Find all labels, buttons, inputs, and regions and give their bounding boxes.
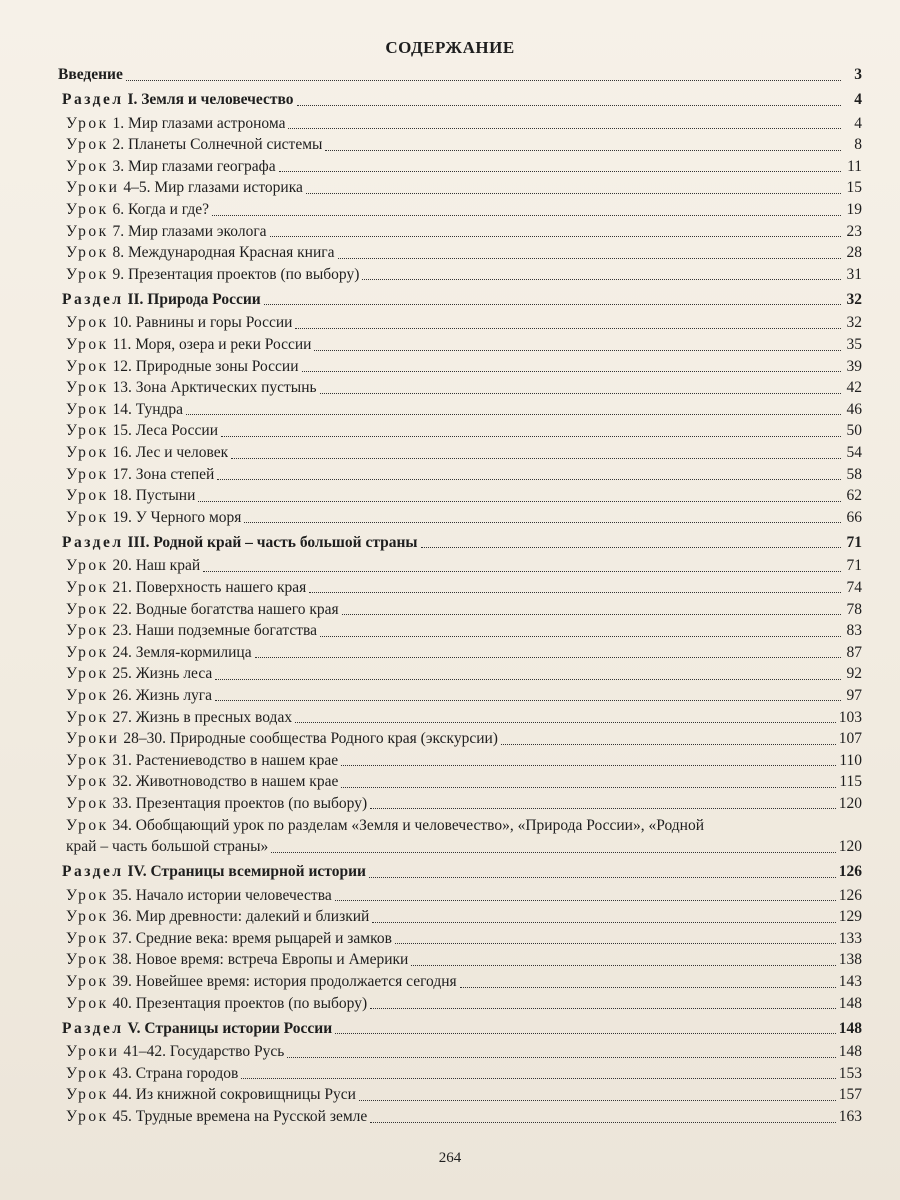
toc-lesson-label	[58, 243, 335, 264]
lesson-prefix: Урок	[66, 665, 109, 683]
lesson-title: 15. Леса России	[112, 422, 218, 440]
toc-lesson-page: 42	[846, 379, 862, 397]
toc-lesson	[58, 356, 862, 378]
toc-lesson	[58, 420, 862, 442]
lesson-title: 31. Растениеводство в нашем крае	[112, 751, 339, 769]
toc-lesson	[58, 377, 862, 399]
toc-lesson-label	[58, 907, 369, 928]
toc-section-page: 71	[846, 533, 862, 551]
toc-lesson-label	[58, 772, 338, 793]
lesson-prefix: Урок	[66, 222, 109, 240]
toc-lesson-page: 35	[846, 336, 862, 354]
toc-section-label	[58, 90, 294, 111]
lesson-title: 22. Водные богатства нашего края	[112, 600, 339, 618]
lesson-title: 27. Жизнь в пресных водах	[112, 708, 293, 726]
toc-lesson	[58, 177, 862, 199]
toc-lesson-label	[58, 378, 317, 399]
toc-section	[58, 289, 862, 310]
toc-lesson	[58, 750, 862, 772]
toc-lesson-page: 32	[846, 314, 862, 332]
toc-lesson-page: 54	[846, 444, 862, 461]
dot-leader	[362, 279, 841, 280]
toc-lesson-page: 143	[838, 973, 862, 991]
dot-leader	[215, 700, 841, 701]
lesson-prefix: Урок	[66, 686, 109, 704]
toc-lesson	[58, 507, 862, 529]
toc-lesson-label	[58, 751, 338, 772]
dot-leader	[288, 128, 841, 129]
toc-lesson-page: 115	[839, 773, 862, 791]
toc-lesson-page: 148	[838, 1043, 862, 1061]
section-name: V. Страницы истории России	[127, 1019, 333, 1037]
dot-leader	[359, 1100, 836, 1101]
toc-lesson-page: 138	[838, 951, 862, 969]
lesson-title: 14. Тундра	[112, 400, 184, 418]
section-prefix: Раздел	[62, 1019, 124, 1037]
toc-lesson-label	[58, 114, 285, 135]
dot-leader	[342, 614, 841, 615]
lesson-title: 9. Презентация проектов (по выбору)	[112, 265, 360, 283]
toc-lesson-label	[58, 200, 209, 221]
lesson-title: 43. Страна городов	[112, 1064, 239, 1082]
toc-lesson-page: 62	[846, 487, 862, 505]
toc-lesson-label	[58, 1107, 367, 1128]
lesson-title: 8. Международная Красная книга	[112, 244, 335, 262]
toc-lesson-page: 50	[846, 422, 862, 440]
dot-leader	[198, 501, 841, 502]
lesson-prefix: Урок	[66, 622, 109, 640]
dot-leader	[421, 547, 841, 548]
dot-leader	[203, 571, 841, 572]
lesson-title: 16. Лес и человек	[112, 444, 229, 461]
lesson-prefix: Урок	[66, 136, 109, 154]
toc-lesson-label	[58, 578, 306, 599]
dot-leader	[338, 258, 841, 259]
lesson-title: 28–30. Природные сообщества Родного края (экскурсии)	[123, 730, 498, 748]
table-of-contents	[58, 64, 862, 1128]
toc-lesson-label	[58, 157, 276, 178]
toc-lesson-label	[58, 950, 408, 971]
toc-lesson-page: 157	[838, 1086, 862, 1104]
lesson-title: 10. Равнины и горы России	[112, 314, 293, 332]
toc-lesson-page: 92	[846, 665, 862, 683]
toc-lesson-continued-page: 120	[838, 838, 862, 856]
toc-lesson-label	[58, 222, 267, 243]
toc-lesson	[58, 485, 862, 507]
page-title: СОДЕРЖАНИЕ	[385, 38, 515, 57]
section-prefix: Раздел	[62, 290, 124, 308]
dot-leader	[217, 479, 841, 480]
toc-section-label	[58, 533, 418, 554]
lesson-prefix: Урок	[66, 908, 109, 926]
toc-lesson-continued-label	[58, 837, 268, 858]
dot-leader	[320, 636, 841, 637]
dot-leader	[215, 679, 841, 680]
toc-intro	[58, 64, 862, 86]
lesson-prefix: Урок	[66, 1108, 109, 1126]
toc-section	[58, 532, 862, 553]
toc-lesson-label	[58, 794, 367, 815]
toc-lesson-page: 83	[846, 622, 862, 640]
toc-lesson-page: 39	[846, 357, 862, 375]
toc-lesson	[58, 399, 862, 421]
page-number: 264	[438, 1150, 462, 1166]
dot-leader	[395, 943, 836, 944]
toc-intro-label	[58, 65, 123, 86]
toc-lesson-page: 19	[846, 201, 862, 219]
section-prefix: Раздел	[62, 91, 124, 109]
dot-leader	[302, 371, 841, 372]
toc-lesson-page: 8	[854, 136, 862, 154]
lesson-title: 40. Презентация проектов (по выбору)	[112, 994, 368, 1012]
dot-leader	[309, 592, 841, 593]
toc-lesson-label	[58, 135, 322, 156]
toc-lesson-label	[58, 313, 292, 334]
toc-lesson-label	[58, 443, 228, 464]
toc-lesson-label	[58, 816, 704, 837]
toc-lesson	[58, 993, 862, 1015]
toc-lesson-label	[58, 929, 392, 950]
dot-leader	[369, 877, 836, 878]
dot-leader	[372, 922, 835, 923]
lesson-prefix: Уроки	[66, 179, 120, 197]
dot-leader	[264, 304, 841, 305]
lesson-prefix: Урок	[66, 379, 109, 397]
lesson-prefix: Урок	[66, 578, 109, 596]
dot-leader	[297, 105, 842, 106]
toc-lesson-page: 66	[846, 508, 862, 526]
lesson-prefix: Урок	[66, 600, 109, 618]
lesson-title: 17. Зона степей	[112, 465, 215, 483]
toc-lesson	[58, 442, 862, 464]
dot-leader	[341, 787, 836, 788]
toc-lesson-page: 31	[846, 265, 862, 283]
lesson-prefix: Уроки	[66, 730, 120, 748]
lesson-prefix: Урок	[66, 643, 109, 661]
lesson-title: 2. Планеты Солнечной системы	[112, 136, 323, 154]
toc-section	[58, 862, 862, 883]
toc-lesson	[58, 464, 862, 486]
lesson-prefix: Урок	[66, 929, 109, 947]
dot-leader	[270, 236, 841, 237]
lesson-prefix: Урок	[66, 244, 109, 262]
toc-lesson	[58, 971, 862, 993]
lesson-title: 18. Пустыни	[112, 487, 196, 505]
toc-lesson-label	[58, 178, 303, 199]
lesson-prefix: Урок	[66, 973, 109, 991]
lesson-title: 19. У Черного моря	[112, 508, 242, 526]
toc-lesson-page: 107	[838, 730, 862, 748]
dot-leader	[325, 150, 841, 151]
lesson-title: 38. Новое время: встреча Европы и Америки	[112, 951, 409, 969]
lesson-title: 12. Природные зоны России	[112, 357, 299, 375]
lesson-prefix: Урок	[66, 708, 109, 726]
lesson-title: 25. Жизнь леса	[112, 665, 213, 683]
toc-lesson-label	[58, 357, 299, 378]
dot-leader	[341, 765, 836, 766]
toc-lesson-label	[58, 686, 212, 707]
toc-section-page: 4	[854, 91, 862, 109]
lesson-title: 13. Зона Арктических пустынь	[112, 379, 317, 397]
toc-lesson	[58, 242, 862, 264]
toc-lesson-label	[58, 600, 339, 621]
lesson-title: 6. Когда и где?	[112, 201, 209, 219]
toc-lesson-label	[58, 1085, 356, 1106]
toc-lesson	[58, 134, 862, 156]
lesson-prefix: Урок	[66, 487, 109, 505]
lesson-prefix: Урок	[66, 465, 109, 483]
section-prefix: Раздел	[62, 533, 124, 551]
toc-lesson-page: 78	[846, 600, 862, 618]
lesson-title: 7. Мир глазами эколога	[112, 222, 267, 240]
toc-lesson-page: 23	[846, 222, 862, 240]
toc-intro-page: 3	[854, 66, 862, 84]
lesson-title: 26. Жизнь луга	[112, 686, 213, 704]
dot-leader	[279, 171, 841, 172]
toc-lesson	[58, 814, 862, 836]
toc-lesson-label	[58, 1042, 284, 1063]
lesson-title: 20. Наш край	[112, 557, 201, 575]
lesson-prefix: Урок	[66, 422, 109, 440]
section-name: IV. Страницы всемирной истории	[127, 863, 366, 881]
toc-lesson-label	[58, 556, 200, 577]
dot-leader	[460, 987, 836, 988]
section-name: II. Природа России	[127, 290, 261, 308]
lesson-prefix: Урок	[66, 114, 109, 132]
toc-lesson	[58, 949, 862, 971]
toc-lesson-page: 4	[854, 114, 862, 132]
toc-lesson	[58, 885, 862, 907]
lesson-title: 37. Средние века: время рыцарей и замков	[112, 929, 392, 947]
dot-leader	[370, 808, 836, 809]
dot-leader	[306, 193, 841, 194]
lesson-title: 45. Трудные времена на Русской земле	[112, 1108, 368, 1126]
dot-leader	[231, 458, 841, 459]
toc-lesson-label	[58, 400, 183, 421]
toc-lesson-label	[58, 1064, 238, 1085]
toc-lesson	[58, 706, 862, 728]
toc-lesson-page: 110	[839, 751, 862, 769]
section-prefix: Раздел	[62, 863, 124, 881]
toc-lesson	[58, 642, 862, 664]
dot-leader	[287, 1057, 835, 1058]
toc-section-page: 32	[846, 290, 862, 308]
toc-lesson-page: 103	[838, 708, 862, 726]
toc-lesson-label	[58, 265, 359, 286]
dot-leader	[370, 1008, 836, 1009]
toc-lesson	[58, 577, 862, 599]
dot-leader	[221, 436, 841, 437]
section-name: III. Родной край – часть большой страны	[127, 533, 418, 551]
lesson-prefix: Урок	[66, 1086, 109, 1104]
toc-lesson	[58, 663, 862, 685]
lesson-prefix: Урок	[66, 508, 109, 526]
lesson-prefix: Уроки	[66, 1043, 120, 1061]
toc-lesson	[58, 793, 862, 815]
toc-lesson	[58, 221, 862, 243]
lesson-title: 11. Моря, озера и реки России	[112, 336, 312, 354]
dot-leader	[335, 1033, 836, 1034]
toc-lesson-page: 120	[838, 794, 862, 812]
lesson-prefix: Урок	[66, 157, 109, 175]
toc-lesson-page: 126	[838, 886, 862, 904]
lesson-title-continued: край – часть большой страны»	[66, 838, 269, 856]
lesson-title: 24. Земля-кормилица	[112, 643, 252, 661]
lesson-prefix: Урок	[66, 1064, 109, 1082]
dot-leader	[370, 1122, 835, 1123]
toc-lesson-page: 74	[846, 578, 862, 596]
toc-lesson	[58, 1084, 862, 1106]
dot-leader	[295, 722, 836, 723]
toc-lesson	[58, 113, 862, 135]
dot-leader	[126, 80, 841, 81]
toc-lesson-page: 148	[838, 994, 862, 1012]
toc-section-label	[58, 1019, 332, 1040]
toc-section-label	[58, 862, 366, 883]
lesson-title: 23. Наши подземные богатства	[112, 622, 317, 640]
lesson-title: 32. Животноводство в нашем крае	[112, 773, 339, 791]
section-name: I. Земля и человечество	[127, 91, 294, 109]
toc-lesson	[58, 728, 862, 750]
dot-leader	[244, 522, 841, 523]
toc-section	[58, 90, 862, 111]
lesson-prefix: Урок	[66, 201, 109, 219]
toc-lesson-page: 97	[846, 686, 862, 704]
lesson-prefix: Урок	[66, 886, 109, 904]
lesson-title: 3. Мир глазами географа	[112, 157, 276, 175]
lesson-title: 36. Мир древности: далекий и близкий	[112, 908, 370, 926]
toc-lesson	[58, 334, 862, 356]
toc-lesson-label	[58, 335, 311, 356]
toc-lesson-label	[58, 729, 498, 750]
toc-lesson-page: 46	[846, 400, 862, 418]
toc-lesson-label	[58, 621, 317, 642]
lesson-prefix: Урок	[66, 994, 109, 1012]
toc-lesson-label	[58, 643, 252, 664]
lesson-prefix: Урок	[66, 751, 109, 769]
toc-lesson-page: 58	[846, 465, 862, 483]
toc-lesson	[58, 1106, 862, 1128]
toc-lesson	[58, 620, 862, 642]
lesson-title: 21. Поверхность нашего края	[112, 578, 307, 596]
toc-lesson-page: 129	[838, 908, 862, 926]
dot-leader	[501, 744, 836, 745]
toc-lesson-label	[58, 421, 218, 442]
dot-leader	[335, 900, 836, 901]
dot-leader	[255, 657, 841, 658]
lesson-title: 4–5. Мир глазами историка	[123, 179, 303, 197]
toc-lesson-label	[58, 708, 292, 729]
toc-section-label	[58, 290, 261, 311]
toc-lesson	[58, 312, 862, 334]
toc-lesson	[58, 156, 862, 178]
toc-lesson	[58, 1041, 862, 1063]
toc-lesson	[58, 906, 862, 928]
intro-label: Введение	[58, 66, 123, 84]
toc-section	[58, 1018, 862, 1039]
toc-lesson-page: 87	[846, 643, 862, 661]
lesson-title: 35. Начало истории человечества	[112, 886, 332, 904]
lesson-prefix: Урок	[66, 357, 109, 375]
toc-lesson	[58, 598, 862, 620]
lesson-prefix: Урок	[66, 794, 109, 812]
lesson-title: 44. Из книжной сокровищницы Руси	[112, 1086, 356, 1104]
dot-leader	[212, 215, 841, 216]
lesson-title: 41–42. Государство Русь	[123, 1043, 285, 1061]
toc-section-page: 126	[838, 863, 862, 881]
lesson-prefix: Урок	[66, 816, 109, 834]
lesson-title: 1. Мир глазами астронома	[112, 114, 286, 132]
dot-leader	[241, 1078, 835, 1079]
toc-lesson-page: 71	[846, 557, 862, 575]
toc-lesson-label	[58, 994, 367, 1015]
toc-lesson-page: 163	[838, 1108, 862, 1126]
lesson-title: 33. Презентация проектов (по выбору)	[112, 794, 368, 812]
lesson-prefix: Урок	[66, 265, 109, 283]
toc-lesson	[58, 264, 862, 286]
toc-lesson-page: 28	[846, 244, 862, 262]
toc-lesson-page: 15	[846, 179, 862, 197]
toc-lesson-label	[58, 972, 457, 993]
toc-lesson-page: 11	[847, 157, 862, 175]
toc-lesson-page: 133	[838, 929, 862, 947]
toc-lesson	[58, 199, 862, 221]
dot-leader	[295, 328, 841, 329]
toc-lesson-label	[58, 465, 214, 486]
lesson-prefix: Урок	[66, 314, 109, 332]
lesson-title: 34. Обобщающий урок по разделам «Земля и человечество», «Природа России», «Родной	[112, 816, 704, 834]
dot-leader	[186, 414, 841, 415]
dot-leader	[271, 852, 836, 853]
toc-lesson-label	[58, 486, 195, 507]
lesson-title: 39. Новейшее время: история продолжается сегодня	[112, 973, 457, 991]
lesson-prefix: Урок	[66, 444, 109, 461]
toc-lesson-label	[58, 886, 332, 907]
toc-section-page: 148	[838, 1019, 862, 1037]
toc-lesson	[58, 928, 862, 950]
dot-leader	[314, 350, 841, 351]
toc-lesson	[58, 1063, 862, 1085]
dot-leader	[320, 393, 841, 394]
dot-leader	[411, 965, 835, 966]
toc-lesson-continued	[58, 836, 862, 858]
toc-lesson-label	[58, 664, 212, 685]
lesson-prefix: Урок	[66, 336, 109, 354]
toc-lesson	[58, 555, 862, 577]
toc-lesson-label	[58, 508, 241, 529]
toc-lesson-page: 153	[838, 1064, 862, 1082]
lesson-prefix: Урок	[66, 951, 109, 969]
lesson-prefix: Урок	[66, 773, 109, 791]
lesson-prefix: Урок	[66, 557, 109, 575]
lesson-prefix: Урок	[66, 400, 109, 418]
toc-lesson	[58, 771, 862, 793]
toc-lesson	[58, 685, 862, 707]
